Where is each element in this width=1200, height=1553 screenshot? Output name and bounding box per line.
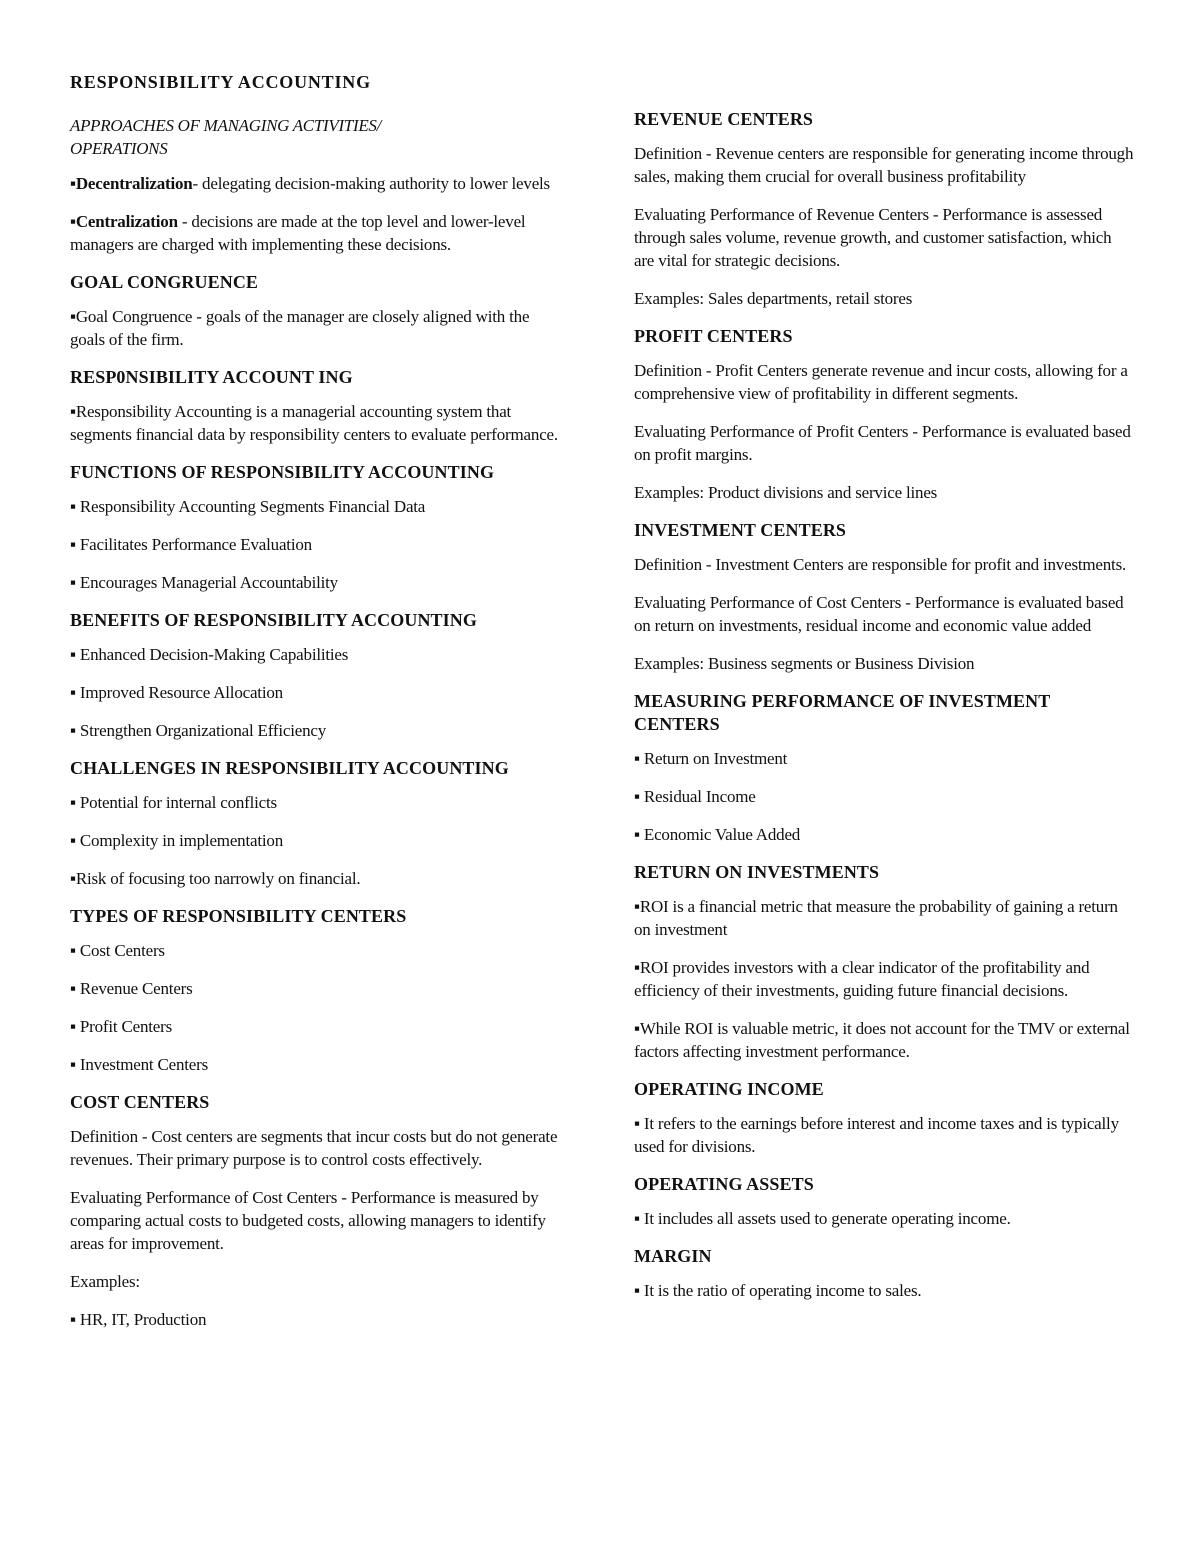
list-item: ▪ROI is a financial metric that measure the probability of gaining a return on investment — [634, 897, 1118, 939]
investment-centers-heading: INVESTMENT CENTERS — [634, 520, 847, 540]
operating-income-heading: OPERATING INCOME — [634, 1079, 824, 1099]
list-item-text: Economic Value Added — [643, 825, 801, 844]
list-item-text: Risk of focusing too narrowly on financial. — [75, 869, 361, 888]
list-item: ▪ Facilitates Performance Evaluation — [70, 535, 312, 554]
approach-text: - delegating decision-making authority to lower levels — [192, 174, 550, 193]
approach-term: Decentralization — [75, 174, 193, 193]
challenges-heading: CHALLENGES IN RESPONSIBILITY ACCOUNTING — [70, 758, 509, 778]
approach-centralization: ▪Centralization - decisions are made at the top level and lower-level managers are charged with implementing these decisions. — [70, 212, 526, 254]
goal-text: Goal Congruence - goals of the manager are closely aligned with the goals of the firm. — [70, 307, 530, 349]
list-item: ▪Risk of focusing too narrowly on financial. — [70, 869, 361, 888]
page-title: RESPONSIBILITY ACCOUNTING — [70, 72, 371, 92]
list-item-text: Investment Centers — [79, 1055, 209, 1074]
list-item-text: ROI provides investors with a clear indicator of the profitability and efficiency of their investments, guiding future financial decisions. — [634, 958, 1090, 1000]
types-heading: TYPES OF RESPONSIBILITY CENTERS — [70, 906, 407, 926]
list-item-text: Facilitates Performance Evaluation — [79, 535, 312, 554]
list-item: ▪ Return on Investment — [634, 749, 788, 768]
list-item: ▪ Revenue Centers — [70, 979, 193, 998]
list-item-text: Strengthen Organizational Efficiency — [79, 721, 327, 740]
list-item: ▪ Cost Centers — [70, 941, 165, 960]
list-item: ▪ Responsibility Accounting Segments Financial Data — [70, 497, 426, 516]
profit-centers-heading: PROFIT CENTERS — [634, 326, 793, 346]
left-column — [70, 70, 565, 1346]
list-item-text: Encourages Managerial Accountability — [79, 573, 338, 592]
cost-evaluating: Evaluating Performance of Cost Centers - Performance is measured by comparing actual costs to budgeted costs, allowing managers to identify areas for improvement. — [70, 1188, 546, 1253]
list-item: ▪ROI provides investors with a clear indicator of the profitability and efficiency of their investments, guiding future financial decisions. — [634, 958, 1090, 1000]
cost-definition: Definition - Cost centers are segments that incur costs but do not generate revenues. Their primary purpose is to control costs effectively. — [70, 1127, 558, 1169]
list-item: ▪ Residual Income — [634, 787, 756, 806]
revenue-definition: Definition - Revenue centers are responsible for generating income through sales, making them crucial for overall business profitability — [634, 144, 1134, 186]
list-item-text: While ROI is valuable metric, it does not account for the TMV or external factors affecting investment performance. — [634, 1019, 1130, 1061]
responsibility-accounting-heading: RESP0NSIBILITY ACCOUNT ING — [70, 367, 353, 387]
list-item: ▪ Economic Value Added — [634, 825, 801, 844]
list-item: ▪ Improved Resource Allocation — [70, 683, 283, 702]
cost-centers-heading: COST CENTERS — [70, 1092, 210, 1112]
goal-congruence-text: ▪Goal Congruence - goals of the manager are closely aligned with the goals of the firm. — [70, 307, 530, 349]
list-item: ▪ Profit Centers — [70, 1017, 172, 1036]
investment-examples: Examples: Business segments or Business Division — [634, 654, 975, 673]
revenue-centers-heading: REVENUE CENTERS — [634, 109, 814, 129]
investment-evaluating: Evaluating Performance of Cost Centers - Performance is evaluated based on return on investments, residual income and economic value added — [634, 593, 1124, 635]
list-item-text: Residual Income — [643, 787, 756, 806]
list-item-text: ROI is a financial metric that measure the probability of gaining a return on investment — [634, 897, 1118, 939]
list-item-text: Return on Investment — [643, 749, 788, 768]
list-item-text: It is the ratio of operating income to sales. — [643, 1281, 922, 1300]
list-item-text: Complexity in implementation — [79, 831, 283, 850]
margin-text: ▪ It is the ratio of operating income to sales. — [634, 1281, 922, 1300]
profit-definition: Definition - Profit Centers generate revenue and incur costs, allowing for a comprehensive view of profitability in different segments. — [634, 361, 1128, 403]
list-item: ▪While ROI is valuable metric, it does not account for the TMV or external factors affecting investment performance. — [634, 1019, 1130, 1061]
revenue-evaluating: Evaluating Performance of Revenue Centers - Performance is assessed through sales volume, revenue growth, and customer satisfaction, which are vital for strategic decisions. — [634, 205, 1112, 270]
approaches-subtitle — [70, 114, 565, 160]
ra-text: Responsibility Accounting is a managerial accounting system that segments financial data by responsibility centers to evaluate performance. — [70, 402, 558, 444]
operating-assets-heading: OPERATING ASSETS — [634, 1174, 814, 1194]
list-item: ▪ Investment Centers — [70, 1055, 209, 1074]
revenue-examples: Examples: Sales departments, retail stores — [634, 289, 913, 308]
measuring-performance-heading: MEASURING PERFORMANCE OF INVESTMENT CENTERS — [634, 691, 1051, 734]
subtitle-line-1: APPROACHES OF MANAGING ACTIVITIES/ — [70, 116, 382, 135]
approach-decentralization: ▪Decentralization- delegating decision-making authority to lower levels — [70, 174, 550, 193]
profit-evaluating: Evaluating Performance of Profit Centers - Performance is evaluated based on profit margins. — [634, 422, 1131, 464]
operating-assets-text: ▪ It includes all assets used to generate operating income. — [634, 1209, 1011, 1228]
list-item-text: It refers to the earnings before interest and income taxes and is typically used for divisions. — [634, 1114, 1119, 1156]
responsibility-accounting-text: ▪Responsibility Accounting is a managerial accounting system that segments financial data by responsibility centers to evaluate performance. — [70, 402, 558, 444]
cost-examples: ▪ HR, IT, Production — [70, 1310, 207, 1329]
functions-heading: FUNCTIONS OF RESPONSIBILITY ACCOUNTING — [70, 462, 495, 482]
roi-heading: RETURN ON INVESTMENTS — [634, 862, 880, 882]
list-item-text: It includes all assets used to generate operating income. — [643, 1209, 1011, 1228]
goal-congruence-heading: GOAL CONGRUENCE — [70, 272, 259, 292]
margin-heading: MARGIN — [634, 1246, 712, 1266]
list-item-text: Profit Centers — [79, 1017, 172, 1036]
list-item-text: Potential for internal conflicts — [79, 793, 277, 812]
list-item-text: Responsibility Accounting Segments Financial Data — [79, 497, 426, 516]
list-item-text: Improved Resource Allocation — [79, 683, 283, 702]
cost-examples-label: Examples: — [70, 1272, 140, 1291]
list-item-text: Revenue Centers — [79, 979, 193, 998]
list-item: ▪ Enhanced Decision-Making Capabilities — [70, 645, 349, 664]
benefits-heading: BENEFITS OF RESPONSIBILITY ACCOUNTING — [70, 610, 477, 630]
investment-definition: Definition - Investment Centers are responsible for profit and investments. — [634, 555, 1127, 574]
approach-term: Centralization — [75, 212, 178, 231]
list-item: ▪ Potential for internal conflicts — [70, 793, 277, 812]
approach-text: - decisions are made at the top level and lower-level managers are charged with implementing these decisions. — [70, 212, 526, 254]
operating-income-text: ▪ It refers to the earnings before interest and income taxes and is typically used for divisions. — [634, 1114, 1119, 1156]
subtitle-line-2: OPERATIONS — [70, 139, 168, 158]
list-item-text: HR, IT, Production — [79, 1310, 207, 1329]
right-column — [634, 108, 1134, 1317]
list-item-text: Cost Centers — [79, 941, 165, 960]
list-item-text: Enhanced Decision-Making Capabilities — [79, 645, 349, 664]
profit-examples: Examples: Product divisions and service lines — [634, 483, 938, 502]
list-item: ▪ Complexity in implementation — [70, 831, 283, 850]
list-item: ▪ Encourages Managerial Accountability — [70, 573, 338, 592]
list-item: ▪ Strengthen Organizational Efficiency — [70, 721, 327, 740]
